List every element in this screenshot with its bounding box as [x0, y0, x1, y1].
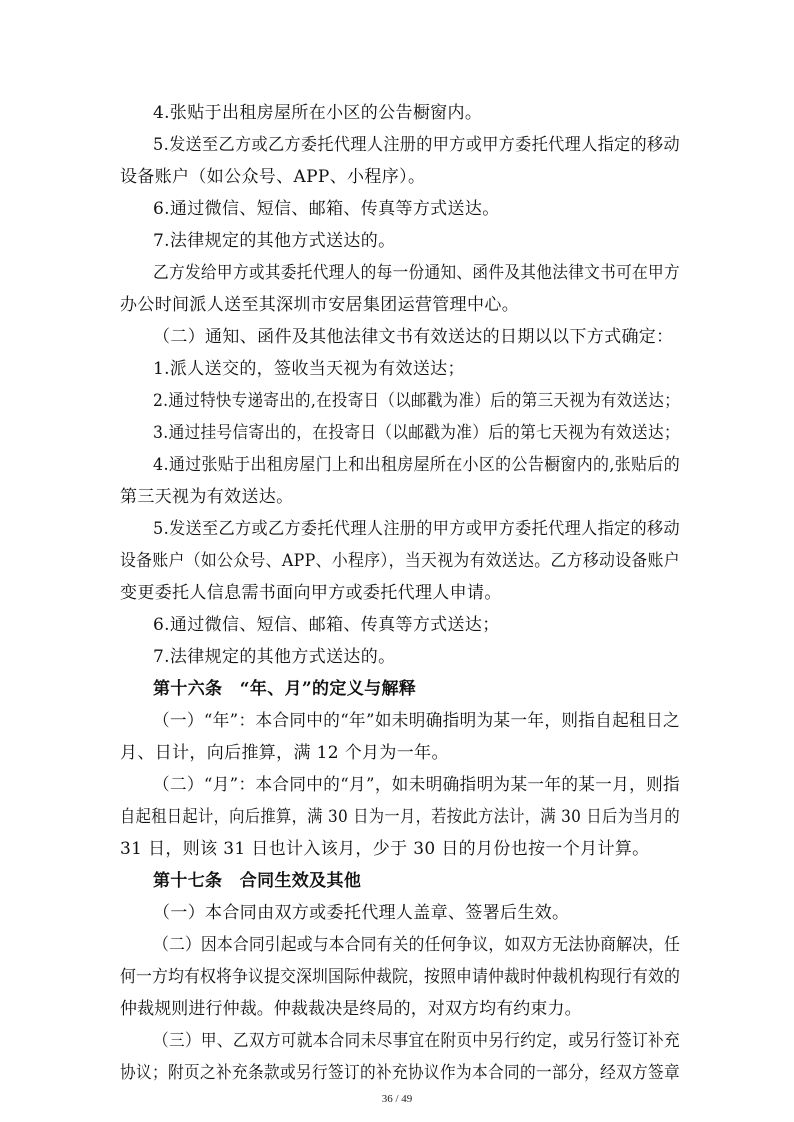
text-line: 1.派人送交的，签收当天视为有效送达；	[153, 359, 465, 379]
text-line: 乙方发给甲方或其委托代理人的每一份通知、函件及其他法律文书可在甲方	[153, 263, 680, 283]
text-line: （二）因本合同引起或与本合同有关的任何争议，如双方无法协商解决，任	[153, 935, 681, 955]
page-number: 36 / 49	[381, 1093, 413, 1105]
text-line: 仲裁规则进行仲裁。仲裁裁决是终局的，对双方均有约束力。	[120, 999, 582, 1019]
text-line: （二）“月”：本合同中的“月”，如未明确指明为某一年的某一月，则指	[153, 775, 681, 795]
text-line: 变更委托人信息需书面向甲方或委托代理人申请。	[120, 583, 502, 603]
text-line: 办公时间派人送至其深圳市安居集团运营管理中心。	[120, 295, 520, 315]
text-line: 4.通过张贴于出租房屋门上和出租房屋所在小区的公告橱窗内的,张贴后的	[153, 455, 681, 475]
text-line: （二）通知、函件及其他法律文书有效送达的日期以以下方式确定：	[153, 327, 674, 347]
text-line: 7.法律规定的其他方式送达的。	[153, 231, 396, 251]
text-line: 2.通过特快专递寄出的,在投寄日（以邮戳为准）后的第三天视为有效送达；	[153, 391, 681, 411]
text-line: 设备账户（如公众号、APP、小程序）。	[120, 167, 426, 187]
section-heading: 第十六条 “年、月”的定义与解释	[153, 679, 417, 699]
text-line: 设备账户（如公众号、APP、小程序），当天视为有效送达。乙方移动设备账户	[120, 551, 680, 571]
text-line: 6.通过微信、短信、邮箱、传真等方式送达；	[153, 615, 500, 635]
text-line: 协议；附页之补充条款或另行签订的补充协议作为本合同的一部分，经双方签章	[120, 1063, 681, 1083]
text-line: 自起租日起计，向后推算，满 30 日为一月，若按此方法计，满 30 日后为当月的	[120, 807, 680, 827]
text-line: 月、日计，向后推算，满 12 个月为一年。	[120, 743, 449, 763]
text-line: 6.通过微信、短信、邮箱、传真等方式送达。	[153, 199, 500, 219]
text-line: 7.法律规定的其他方式送达的。	[153, 647, 396, 667]
text-line: 何一方均有权将争议提交深圳国际仲裁院，按照申请仲裁时仲裁机构现行有效的	[120, 967, 681, 987]
text-line: （三）甲、乙双方可就本合同未尽事宜在附页中另行约定，或另行签订补充	[153, 1031, 680, 1051]
text-line: 5.发送至乙方或乙方委托代理人注册的甲方或甲方委托代理人指定的移动	[153, 519, 680, 539]
section-heading: 第十七条 合同生效及其他	[153, 871, 362, 891]
text-line: 4.张贴于出租房屋所在小区的公告橱窗内。	[153, 103, 483, 123]
text-line: （一）“年”：本合同中的“年”如未明确指明为某一年，则指自起租日之	[153, 711, 681, 731]
text-line: 5.发送至乙方或乙方委托代理人注册的甲方或甲方委托代理人指定的移动	[153, 135, 680, 155]
text-line: 第三天视为有效送达。	[120, 487, 294, 507]
text-line: 3.通过挂号信寄出的，在投寄日（以邮戳为准）后的第七天视为有效送达；	[153, 423, 680, 443]
text-line: （一）本合同由双方或委托代理人盖章、签署后生效。	[153, 903, 570, 923]
text-line: 31 日，则该 31 日也计入该月，少于 30 日的月份也按一个月计算。	[120, 839, 650, 859]
